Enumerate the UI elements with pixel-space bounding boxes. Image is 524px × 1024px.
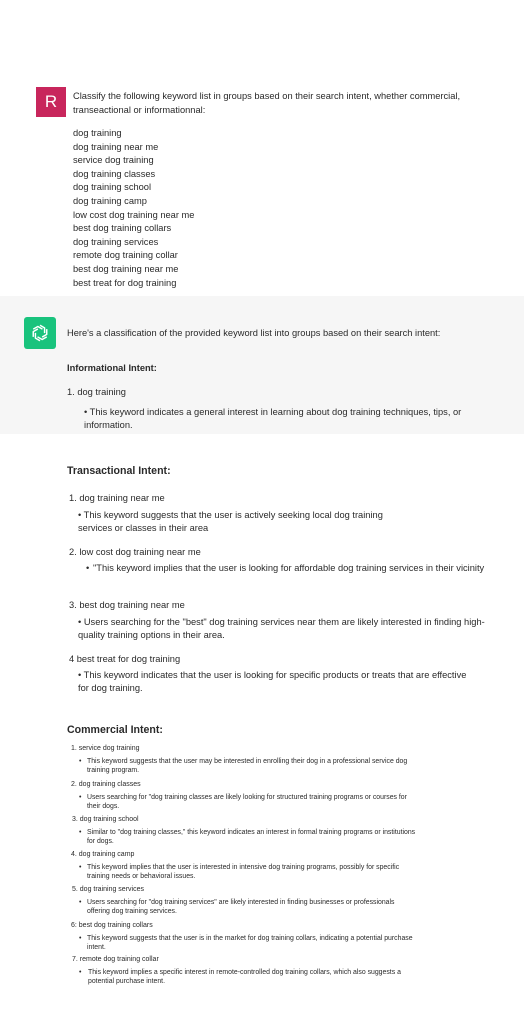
bullet-dot: • (79, 794, 82, 801)
list-item: dog training (73, 128, 122, 138)
transactional-item-desc: "This keyword implies that the user is looking for affordable dog training services in their vicinity (93, 563, 485, 573)
keyword-list (73, 127, 194, 290)
commercial-item-desc: This keyword implies that the user is interested in intensive dog training programs, possibly for specific training needs or behavioral issues. (87, 864, 400, 881)
list-item: dog training near me (73, 141, 159, 152)
assistant-intro: Here's a classification of the provided keyword list into groups based on their search intent: (67, 328, 441, 338)
commercial-item-title: 1. service dog training (71, 745, 140, 752)
commercial-item-desc: This keyword suggests that the user may be interested in enrolling their dog in a professional service dog training program. (87, 758, 408, 775)
bullet-dot: • (79, 935, 82, 942)
list-item: dog training school (73, 182, 152, 193)
transactional-item-title: 4 best treat for dog training (69, 654, 181, 664)
commercial-item-desc: Users searching for "dog training classes are likely looking for structured training programs or courses for their dogs. (87, 794, 407, 811)
bullet-dot: • (79, 758, 82, 765)
list-item: remote dog training collar (73, 250, 178, 261)
bullet-dot: • (79, 899, 82, 906)
commercial-item-title: 6: best dog training collars (71, 922, 153, 929)
commercial-item-title: 7. remote dog training collar (72, 956, 159, 963)
assistant-avatar (24, 317, 56, 349)
bullet-dot: • (79, 864, 82, 871)
user-prompt: Classify the following keyword list in groups based on their search intent, whether commercial, transeactional or informationnal: (73, 91, 461, 115)
list-item: dog training camp (73, 195, 147, 206)
bullet-dot: • (79, 829, 82, 836)
commercial-item-desc: This keyword suggests that the user is in the market for dog training collars, indicating a potential purchase intent. (87, 935, 413, 952)
list-item: low cost dog training near me (73, 209, 195, 220)
commercial-item-desc: This keyword implies a specific interest in remote-controlled dog training collars, which also suggests a potential purchase intent. (88, 969, 401, 986)
list-item: best treat for dog training (73, 277, 177, 288)
list-item: service dog training (73, 155, 154, 166)
transactional-heading: Transactional Intent: (67, 465, 171, 477)
commercial-item-desc: Users searching for "dog training services" are likely interested in finding businesses or professionals offering dog training services. (87, 899, 395, 916)
commercial-heading: Commercial Intent: (67, 724, 163, 736)
bullet-dot: • (86, 563, 90, 573)
commercial-item-desc: Similar to "dog training classes," this keyword indicates an interest in formal training programs or institutions for dogs. (87, 829, 416, 846)
transactional-item-desc: • This keyword indicates that the user is looking for specific products or treats that are effective for dog training. (78, 670, 467, 693)
commercial-item-title: 5. dog training services (72, 886, 144, 893)
transactional-item-title: 2. low cost dog training near me (69, 547, 201, 557)
informational-item-desc: • This keyword indicates a general interest in learning about dog training techniques, tips, or information. (84, 407, 462, 430)
transactional-item-title: 3. best dog training near me (69, 600, 185, 610)
list-item: best dog training near me (73, 263, 179, 274)
openai-logo-icon (29, 322, 51, 344)
transactional-item-desc: • Users searching for the "best" dog training services near them are likely interested in finding high-quality training options in their area. (78, 617, 485, 640)
informational-heading: Informational Intent: (67, 363, 157, 373)
commercial-item-title: 3. dog training school (72, 816, 139, 823)
informational-item-title: 1. dog training (67, 387, 126, 397)
commercial-item-title: 4. dog training camp (71, 851, 135, 858)
list-item: dog training classes (73, 168, 156, 179)
bullet-dot: • (79, 969, 82, 976)
list-item: dog training services (73, 236, 159, 247)
commercial-item-title: 2. dog training classes (71, 781, 141, 788)
transactional-item-desc: • This keyword suggests that the user is actively seeking local dog training services or classes in their area (78, 510, 383, 533)
transactional-item-title: 1. dog training near me (69, 493, 165, 503)
list-item: best dog training collars (73, 223, 172, 234)
user-avatar: R (36, 87, 66, 117)
